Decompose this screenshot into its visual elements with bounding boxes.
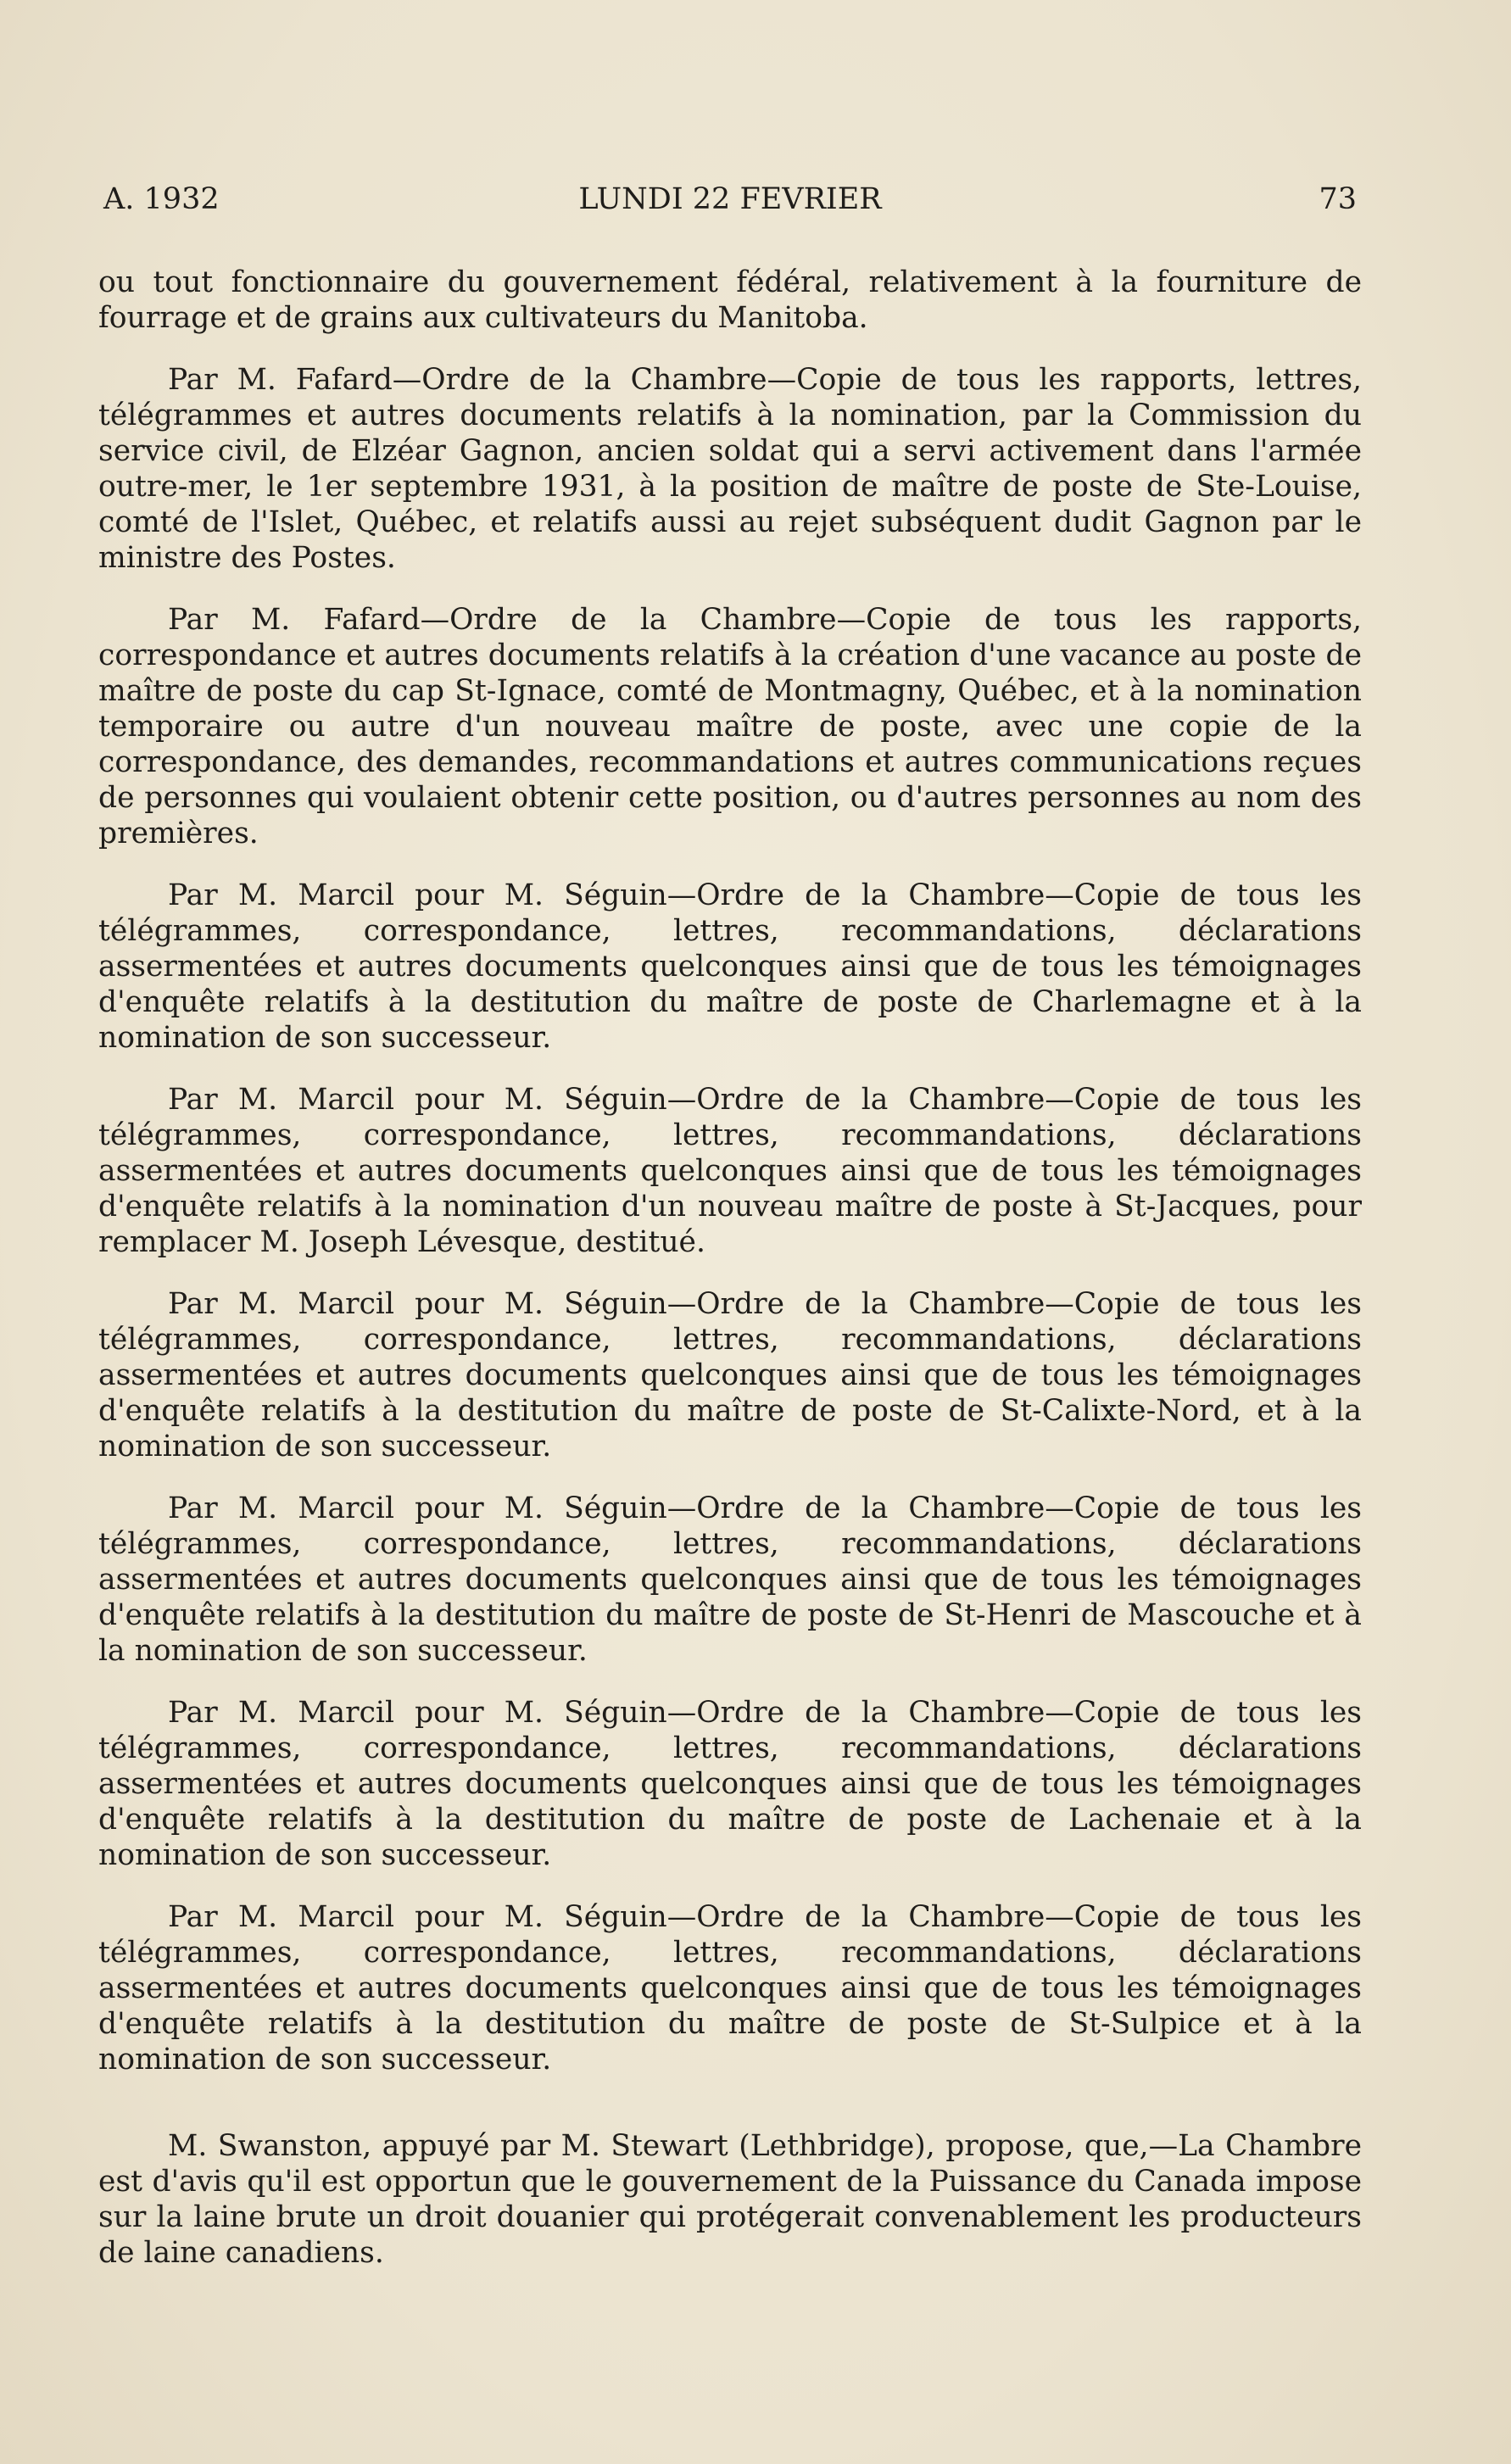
paragraph-order-marcil-st-henri-mascouche: Par M. Marcil pour M. Séguin—Ordre de la Chambre—Copie de tous les télégrammes, correspondance, lettres, recommandations, déclarations assermentées et autres documents quelconques ainsi que de tous les témoignages d'enquête relatifs à la destitution du maître de poste de St-Henri de Mascouche et à la nomination de son successeur. (98, 1491, 1362, 1668)
paragraph-continuation: ou tout fonctionnaire du gouvernement fédéral, relativement à la fourniture de fourrage et de grains aux cultivateurs du Manitoba. (98, 265, 1362, 335)
page-body (98, 265, 1362, 2297)
paragraph-order-fafard-ste-louise: Par M. Fafard—Ordre de la Chambre—Copie de tous les rapports, lettres, télégrammes et autres documents relatifs à la nomination, par la Commission du service civil, de Elzéar Gagnon, ancien soldat qui a servi activement dans l'armée outre-mer, le 1er septembre 1931, à la position de maître de poste de Ste-Louise, comté de l'Islet, Québec, et relatifs aussi au rejet subséquent dudit Gagnon par le ministre des Postes. (98, 363, 1362, 575)
paragraph-order-marcil-st-jacques: Par M. Marcil pour M. Séguin—Ordre de la Chambre—Copie de tous les télégrammes, correspondance, lettres, recommandations, déclarations assermentées et autres documents quelconques ainsi que de tous les témoignages d'enquête relatifs à la nomination d'un nouveau maître de poste à St-Jacques, pour remplacer M. Joseph Lévesque, destitué. (98, 1083, 1362, 1259)
page-header (103, 174, 1357, 225)
paragraph-motion-swanston: M. Swanston, appuyé par M. Stewart (Lethbridge), propose, que,—La Chambre est d'avis qu'il est opportun que le gouvernement de la Puissance du Canada impose sur la laine brute un droit douanier qui protégerait convenablement les producteurs de laine canadiens. (98, 2129, 1362, 2270)
page-number: 73 (1319, 182, 1357, 216)
paragraph-order-marcil-st-sulpice: Par M. Marcil pour M. Séguin—Ordre de la Chambre—Copie de tous les télégrammes, correspondance, lettres, recommandations, déclarations assermentées et autres documents quelconques ainsi que de tous les témoignages d'enquête relatifs à la destitution du maître de poste de St-Sulpice et à la nomination de son successeur. (98, 1900, 1362, 2077)
header-year: A. 1932 (103, 182, 220, 216)
paragraph-order-fafard-cap-st-ignace: Par M. Fafard—Ordre de la Chambre—Copie de tous les rapports, correspondance et autres documents relatifs à la création d'une vacance au poste de maître de poste du cap St-Ignace, comté de Montmagny, Québec, et à la nomination temporaire ou autre d'un nouveau maître de poste, avec une copie de la correspondance, des demandes, recommandations et autres communications reçues de personnes qui voulaient obtenir cette position, ou d'autres personnes au nom des premières. (98, 603, 1362, 850)
header-date: LUNDI 22 FEVRIER (578, 182, 882, 216)
paragraph-order-marcil-st-calixte-nord: Par M. Marcil pour M. Séguin—Ordre de la Chambre—Copie de tous les télégrammes, correspondance, lettres, recommandations, déclarations assermentées et autres documents quelconques ainsi que de tous les témoignages d'enquête relatifs à la destitution du maître de poste de St-Calixte-Nord, et à la nomination de son successeur. (98, 1287, 1362, 1463)
paragraph-order-marcil-lachenaie: Par M. Marcil pour M. Séguin—Ordre de la Chambre—Copie de tous les télégrammes, correspondance, lettres, recommandations, déclarations assermentées et autres documents quelconques ainsi que de tous les témoignages d'enquête relatifs à la destitution du maître de poste de Lachenaie et à la nomination de son successeur. (98, 1696, 1362, 1872)
paragraph-order-marcil-charlemagne: Par M. Marcil pour M. Séguin—Ordre de la Chambre—Copie de tous les télégrammes, correspondance, lettres, recommandations, déclarations assermentées et autres documents quelconques ainsi que de tous les témoignages d'enquête relatifs à la destitution du maître de poste de Charlemagne et à la nomination de son successeur. (98, 878, 1362, 1055)
